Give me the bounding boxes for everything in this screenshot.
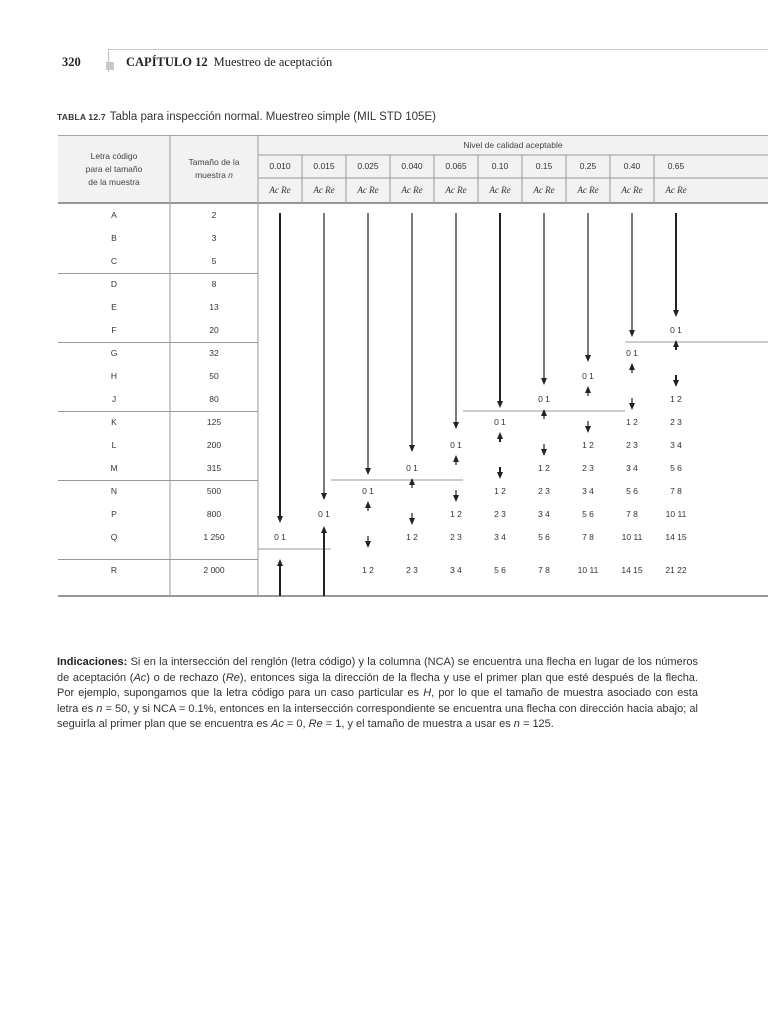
- indications-n: n: [96, 702, 103, 715]
- indications-ac: Ac: [271, 718, 284, 730]
- arrow-head: [629, 403, 635, 410]
- indications-re: Re: [308, 718, 323, 730]
- acre-label: Ac Re: [401, 185, 423, 195]
- plan-value: 0 1: [626, 348, 638, 358]
- plan-value: 2 3: [670, 417, 682, 427]
- nca-level-0.015: 0.015: [313, 161, 335, 171]
- acre-label: Ac Re: [577, 185, 599, 195]
- arrow-head: [365, 468, 371, 475]
- nca-level-0.065: 0.065: [445, 161, 467, 171]
- header-marker: [106, 62, 114, 70]
- indications-text: = 125.: [519, 718, 554, 730]
- plan-value: 14 15: [621, 565, 643, 575]
- sample-size: 2: [211, 210, 217, 220]
- sample-size: 50: [209, 371, 219, 381]
- arrow-head: [673, 380, 679, 387]
- nca-level-0.010: 0.010: [269, 161, 291, 171]
- arrow-head: [409, 518, 415, 525]
- plan-value: 3 4: [450, 565, 462, 575]
- plan-value: 0 1: [670, 325, 682, 335]
- arrow-head: [321, 493, 327, 500]
- arrow-head: [453, 455, 459, 462]
- arrow-head: [409, 478, 415, 485]
- sample-size: 125: [206, 417, 222, 427]
- code-letter-M: M: [110, 463, 118, 473]
- arrow-head: [497, 472, 503, 479]
- acre-label: Ac Re: [533, 185, 555, 195]
- header-rule: [108, 49, 768, 50]
- sample-size: 8: [211, 279, 217, 289]
- col-letter-header: Letra código para el tamaño de la muestra: [85, 151, 143, 187]
- arrow-head: [277, 559, 283, 566]
- table-caption-text: Tabla para inspección normal. Muestreo simple (MIL STD 105E): [109, 111, 436, 123]
- code-letter-L: L: [111, 440, 117, 450]
- acre-label: Ac Re: [489, 185, 511, 195]
- sample-size: 3: [211, 233, 217, 243]
- code-letter-J: J: [111, 394, 117, 404]
- nca-level-0.10: 0.10: [491, 161, 509, 171]
- arrow-head: [321, 526, 327, 533]
- acre-label: Ac Re: [445, 185, 467, 195]
- plan-value: 3 4: [582, 486, 594, 496]
- plan-value: 5 6: [670, 463, 682, 473]
- arrow-head: [497, 432, 503, 439]
- indications-label: Indicaciones:: [57, 656, 128, 668]
- nca-level-0.25: 0.25: [579, 161, 597, 171]
- arrow-head: [541, 378, 547, 385]
- nca-header: Nivel de calidad aceptable: [463, 140, 563, 150]
- arrow-head: [629, 330, 635, 337]
- acre-label: Ac Re: [269, 185, 291, 195]
- acre-label: Ac Re: [665, 185, 687, 195]
- plan-value: 2 3: [406, 565, 418, 575]
- plan-value: 7 8: [582, 532, 594, 542]
- plan-value: 0 1: [494, 417, 506, 427]
- sample-size: 500: [206, 486, 222, 496]
- sample-size: 5: [211, 256, 217, 266]
- plan-value: 0 1: [582, 371, 594, 381]
- plan-value: 1 2: [450, 509, 462, 519]
- code-letter-P: P: [111, 509, 117, 519]
- plan-value: 5 6: [626, 486, 638, 496]
- plan-value: 10 11: [621, 532, 643, 542]
- table-grid: [58, 135, 768, 598]
- indications-text: , por lo que el tamaño de muestra asociado con esta letra es: [57, 687, 698, 715]
- arrow-head: [277, 516, 283, 523]
- code-letter-N: N: [110, 486, 118, 496]
- acre-label: Ac Re: [357, 185, 379, 195]
- arrow-head: [541, 449, 547, 456]
- code-letter-H: H: [110, 371, 118, 381]
- indications-ac: Ac: [133, 671, 147, 684]
- plan-value: 2 3: [582, 463, 594, 473]
- plan-value: 5 6: [582, 509, 594, 519]
- chapter-title: Muestreo de aceptación: [213, 55, 333, 69]
- plan-value: 7 8: [670, 486, 682, 496]
- code-letter-Q: Q: [110, 532, 118, 542]
- sample-size: 13: [209, 302, 219, 312]
- indications-text: = 0,: [283, 718, 309, 730]
- plan-value: 1 2: [626, 417, 638, 427]
- arrow-head: [409, 445, 415, 452]
- plan-value: 5 6: [494, 565, 506, 575]
- indications-text: ) o de rechazo (: [146, 671, 226, 684]
- plan-value: 0 1: [362, 486, 374, 496]
- code-letter-D: D: [110, 279, 118, 289]
- plan-value: 1 2: [362, 565, 374, 575]
- sample-size: 32: [209, 348, 219, 358]
- nca-level-0.025: 0.025: [357, 161, 379, 171]
- arrow-head: [673, 340, 679, 347]
- page-header: [0, 45, 768, 79]
- arrow-head: [497, 401, 503, 408]
- code-letter-B: B: [111, 233, 117, 243]
- plan-value: 2 3: [626, 440, 638, 450]
- indications-h: H: [423, 687, 432, 699]
- plan-value: 1 2: [670, 394, 682, 404]
- table-caption: [57, 111, 436, 123]
- arrow-head: [365, 541, 371, 548]
- nca-level-0.15: 0.15: [535, 161, 553, 171]
- chapter-label: CAPÍTULO 12: [126, 55, 208, 69]
- sample-size: 200: [206, 440, 222, 450]
- chapter-heading: [126, 55, 332, 70]
- plan-value: 3 4: [670, 440, 682, 450]
- plan-value: 21 22: [665, 565, 687, 575]
- plan-value: 0 1: [538, 394, 550, 404]
- arrow-head: [629, 363, 635, 370]
- code-letter-G: G: [110, 348, 118, 358]
- arrow-head: [365, 501, 371, 508]
- plan-value: 3 4: [626, 463, 638, 473]
- arrow-head: [585, 355, 591, 362]
- plan-value: 3 4: [538, 509, 550, 519]
- sample-size: 800: [206, 509, 222, 519]
- plan-value: 7 8: [626, 509, 638, 519]
- sample-size: 315: [206, 463, 222, 473]
- plan-value: 7 8: [538, 565, 550, 575]
- plan-value: 1 2: [582, 440, 594, 450]
- arrow-head: [585, 426, 591, 433]
- sample-size: 80: [209, 394, 219, 404]
- indications-paragraph: [57, 655, 698, 733]
- plan-value: 14 15: [665, 532, 687, 542]
- arrow-head: [453, 495, 459, 502]
- plan-value: 3 4: [494, 532, 506, 542]
- plan-value: 2 3: [538, 486, 550, 496]
- code-letter-R: R: [110, 565, 118, 575]
- arrow-head: [541, 409, 547, 416]
- indications-text: Si en la intersección del renglón (letra código) y la columna (NCA) se encuentra una flecha en lugar de los números de aceptación (: [57, 656, 698, 684]
- acre-label: Ac Re: [621, 185, 643, 195]
- nca-level-0.40: 0.40: [623, 161, 641, 171]
- code-letter-K: K: [111, 417, 117, 427]
- indications-text: ), entonces siga la dirección de la flecha y use el primer plan que esté después de la flecha. Por ejemplo, supongamos que la letra código para un caso particular es: [57, 671, 698, 699]
- nca-level-0.65: 0.65: [667, 161, 685, 171]
- sampling-table: [58, 135, 768, 598]
- code-letter-F: F: [111, 325, 117, 335]
- arrow-head: [673, 310, 679, 317]
- plan-value: 0 1: [450, 440, 462, 450]
- plan-value: 1 2: [538, 463, 550, 473]
- nca-level-0.040: 0.040: [401, 161, 423, 171]
- plan-value: 2 3: [450, 532, 462, 542]
- indications-text: = 1, y el tamaño de muestra a usar es: [322, 718, 514, 730]
- indications-text: = 50, y si NCA = 0.1%, entonces en la intersección correspondiente se encuentra una flecha con dirección hacia abajo; al seguirla al primer plan que se encuentra es: [57, 702, 698, 730]
- plan-value: 10 11: [577, 565, 599, 575]
- arrow-head: [585, 386, 591, 393]
- code-letter-E: E: [111, 302, 117, 312]
- page-number: 320: [62, 55, 81, 69]
- code-letter-C: C: [110, 256, 118, 266]
- plan-value: 1 2: [494, 486, 506, 496]
- indications-n: n: [513, 718, 520, 730]
- plan-value: 2 3: [494, 509, 506, 519]
- arrow-head: [453, 422, 459, 429]
- sample-size: 2 000: [203, 565, 225, 575]
- col-size-header: Tamaño de la muestra n: [188, 157, 240, 180]
- plan-value: 0 1: [274, 532, 286, 542]
- sample-size: 20: [209, 325, 219, 335]
- plan-value: 1 2: [406, 532, 418, 542]
- indications-re: Re: [225, 671, 240, 684]
- plan-value: 10 11: [665, 509, 687, 519]
- acre-label: Ac Re: [313, 185, 335, 195]
- sample-size: 1 250: [203, 532, 225, 542]
- plan-value: 5 6: [538, 532, 550, 542]
- table-caption-label: TABLA 12.7: [57, 112, 106, 122]
- code-letter-A: A: [111, 210, 117, 220]
- plan-value: 0 1: [406, 463, 418, 473]
- plan-value: 0 1: [318, 509, 330, 519]
